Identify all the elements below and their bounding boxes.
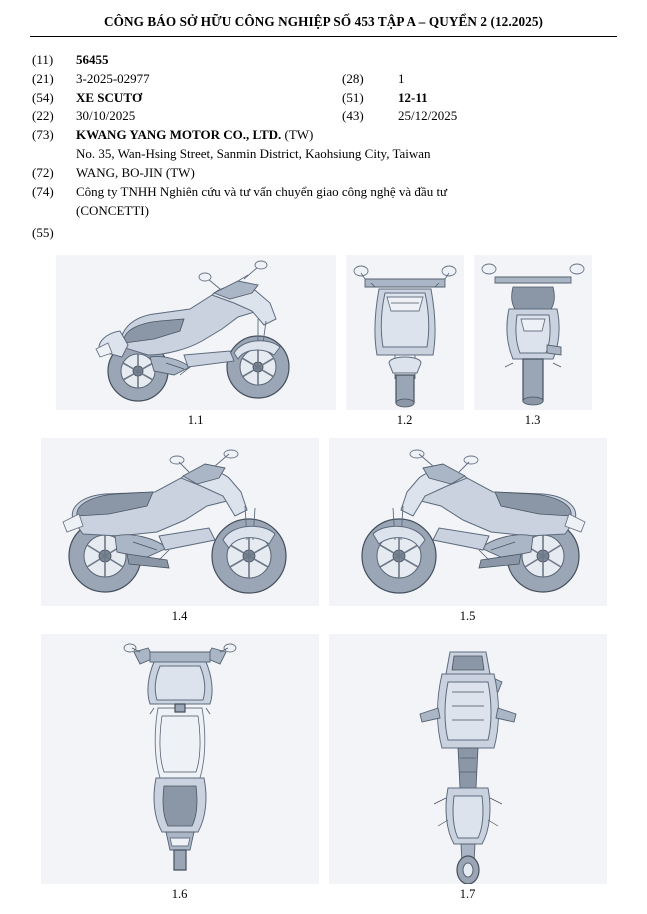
figure-row-1 [28, 255, 619, 428]
bib-code-54: (54) [32, 89, 54, 105]
bib-code-74: (74) [32, 184, 54, 200]
figure-image-1-6 [41, 634, 319, 884]
figure-cell-1-7 [329, 634, 607, 902]
bib-row-54-51 [32, 89, 619, 106]
figure-cell-1-3 [474, 255, 592, 428]
figure-image-1-7 [329, 634, 607, 884]
bib-code-51: (51) [342, 89, 364, 105]
figure-caption-1-6: 1.6 [171, 886, 188, 901]
figure-row-3 [28, 634, 619, 902]
bib-row-21-28 [32, 70, 619, 87]
figure-image-1-2 [346, 255, 464, 410]
bib-code-22: (22) [32, 108, 54, 124]
representative-line1: Công ty TNHH Nghiên cứu và tư vấn chuyển giao công nghệ và đầu tư [76, 184, 448, 200]
bib-row-74 [32, 183, 619, 200]
bib-value-21: 3-2025-02977 [76, 70, 150, 86]
figure-caption-1-3: 1.3 [524, 412, 541, 427]
bib-code-21: (21) [32, 70, 54, 86]
figure-gallery [28, 255, 619, 902]
figure-caption-1-1: 1.1 [187, 412, 204, 427]
figure-image-1-4 [41, 438, 319, 606]
bib-row-11 [32, 51, 619, 68]
figure-image-1-1 [56, 255, 336, 410]
figure-caption-1-2: 1.2 [396, 412, 413, 427]
bib-row-73 [32, 126, 619, 143]
applicant-name: KWANG YANG MOTOR CO., LTD. [76, 127, 282, 143]
figure-caption-1-4: 1.4 [171, 608, 188, 623]
bib-code-11: (11) [32, 52, 54, 67]
representative-line2: (CONCETTI) [76, 203, 149, 219]
bib-row-55 [32, 224, 619, 241]
figure-image-1-5 [329, 438, 607, 606]
figure-cell-1-6 [41, 634, 319, 902]
bib-row-22-43 [32, 107, 619, 124]
figure-cell-1-1 [56, 255, 336, 428]
figure-row-2 [28, 438, 619, 624]
bib-code-72: (72) [32, 165, 54, 181]
bib-value-43: 25/12/2025 [398, 108, 458, 124]
applicant-country: (TW) [284, 127, 314, 143]
bib-row-72 [32, 164, 619, 181]
bib-value-22: 30/10/2025 [76, 108, 136, 124]
applicant-address: No. 35, Wan-Hsing Street, Sanmin District, Kaohsiung City, Taiwan [76, 145, 431, 161]
figure-cell-1-4 [41, 438, 319, 624]
page-title: CÔNG BÁO SỞ HỮU CÔNG NGHIỆP SỐ 453 TẬP A – QUYỂN 2 (12.2025) [30, 14, 617, 37]
bib-value-51: 12-11 [398, 89, 428, 105]
bib-code-73: (73) [32, 127, 54, 143]
designer-name: WANG, BO-JIN (TW) [76, 165, 195, 181]
figure-image-1-3 [474, 255, 592, 410]
figure-caption-1-7: 1.7 [459, 886, 476, 901]
bib-code-55: (55) [32, 224, 54, 240]
figure-cell-1-2 [346, 255, 464, 428]
bib-value-28: 1 [398, 70, 405, 86]
bibliographic-data [32, 51, 619, 241]
bib-value-54: XE SCUTƠ [76, 89, 143, 105]
bib-code-43: (43) [342, 108, 364, 124]
figure-caption-1-5: 1.5 [459, 608, 476, 623]
bib-code-28: (28) [342, 70, 364, 86]
figure-cell-1-5 [329, 438, 607, 624]
bib-value-11: 56455 [76, 52, 109, 67]
